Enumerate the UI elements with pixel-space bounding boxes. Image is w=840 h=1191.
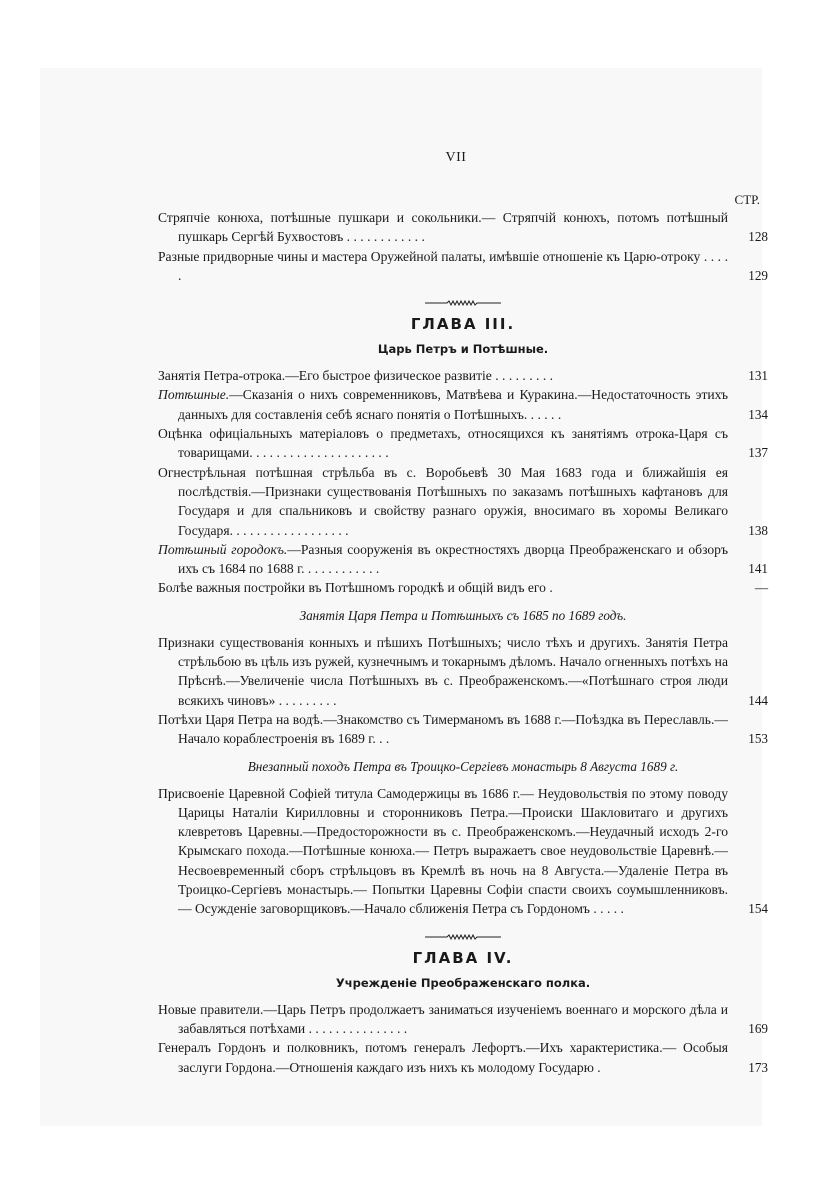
toc-entry — [158, 1000, 768, 1039]
toc-entry-text: Новые правители.—Царь Петръ продолжаетъ заниматься изученіемъ военнаго и морского дѣла и забавляться потѣхами . . . . . . . . . . . . . . . — [158, 1001, 728, 1036]
toc-entry-text: Огнестрѣльная потѣшная стрѣльба въ с. Воробьевѣ 30 Мая 1683 года и ближайшія ея послѣдствія.—Признаки существованія Потѣшныхъ по заказамъ потѣшныхъ кафтановъ для Государя и для спальниковъ и свойству разнаго оружія, вносимаго въ хоромы Великаго Государя. . . . . . . . . . . . . . . . . . — [158, 464, 728, 538]
toc-entry — [158, 247, 768, 286]
chapter-subtitle: Царь Петръ и Потѣшные. — [377, 342, 549, 357]
chapter-heading: ГЛАВА III. — [410, 315, 516, 334]
toc-entry-text: Разные придворные чины и мастера Оружейной палаты, имѣвшіе отношеніе къ Царю-отроку . . . . . — [158, 248, 728, 283]
toc-entry-page: 131 — [748, 368, 768, 384]
toc-entry-page: 137 — [748, 445, 768, 461]
toc-entry-page: 138 — [748, 522, 768, 538]
toc-entry-text: Потѣшные.—Сказанія о нихъ современниковъ, Матвѣева и Куракина.—Недостаточность этихъ данныхъ для составленія себѣ яснаго понятія о Потѣшныхъ. . . . . . — [158, 387, 728, 422]
toc-entry-page: 173 — [748, 1059, 768, 1075]
toc-entry-page: 128 — [748, 229, 768, 245]
toc-entry-page: 141 — [748, 561, 768, 577]
toc-entry-page: 134 — [748, 406, 768, 422]
section2-entries — [158, 784, 768, 919]
toc-entry-italic: Потѣшный городокъ. — [158, 541, 288, 557]
toc-entry — [158, 633, 768, 710]
toc-entry-page: — — [754, 580, 768, 596]
toc-entry-text: Генералъ Гордонъ и полковникъ, потомъ генералъ Лефортъ.—Ихъ характеристика.— Особыя заслуги Гордона.—Отношенія каждаго изъ нихъ къ молодому Государю . — [158, 1040, 728, 1075]
book-page — [40, 68, 768, 1126]
section-heading: Внезапный походъ Петра въ Троицко-Сергіевъ монастырь 8 Августа 1689 г. — [247, 758, 679, 774]
toc-entry-text: Потѣхи Царя Петра на водѣ.—Знакомство съ Тимерманомъ въ 1688 г.—Поѣздка въ Переславль.—Начало кораблестроенія въ 1689 г. . . — [158, 711, 728, 747]
chapter-subtitle: Учрежденіе Преображенскаго полка. — [335, 975, 591, 990]
chapter4-entries — [158, 1000, 768, 1077]
toc-entry-page: 153 — [748, 731, 768, 747]
toc-entry — [158, 366, 768, 385]
section1-entries — [158, 633, 768, 749]
toc-entry — [158, 1038, 768, 1077]
chapter-heading: ГЛАВА IV. — [412, 948, 514, 967]
chapter3-entries — [158, 366, 768, 598]
toc-entry-text: Признаки существованія конныхъ и пѣшихъ Потѣшныхъ; число тѣхъ и другихъ. Занятія Петра стрѣльбою въ цѣль изъ ружей, кузнечнымъ и токарнымъ дѣломъ. Начало огненныхъ потѣхъ на Прѣснѣ.—Увеличеніе числа Потѣшныхъ въ с. Преображенскомъ.—«Потѣшнаго строя люди всякихъ чиновъ» . . . . . . . . . — [158, 634, 728, 708]
ornament-divider — [158, 299, 768, 307]
toc-entry-page: 154 — [748, 901, 768, 917]
ornament-divider — [158, 933, 768, 941]
toc-entry — [158, 424, 768, 463]
section-heading: Занятія Царя Петра и Потѣшныхъ съ 1685 по 1689 годъ. — [299, 607, 627, 623]
page-number: VII — [445, 150, 467, 165]
page-column-header: СТР. — [734, 192, 760, 207]
toc-entry — [158, 208, 768, 247]
toc-entry-page: 169 — [748, 1020, 768, 1036]
toc-entry — [158, 710, 768, 749]
squiggle-ornament-icon — [423, 933, 503, 941]
table-of-contents — [158, 150, 768, 1077]
toc-entry-text: Стряпчіе конюха, потѣшные пушкари и сокольники.— Стряпчій конюхъ, потомъ потѣшный пушкарь Сергѣй Бухвостовъ . . . . . . . . . . . . — [158, 210, 728, 245]
toc-entry-page: 129 — [748, 267, 768, 283]
squiggle-ornament-icon — [423, 299, 503, 307]
toc-entry-text: Болѣе важныя постройки въ Потѣшномъ городкѣ и общій видъ его . — [158, 580, 553, 596]
toc-entry-text: Оцѣнка офиціальныхъ матеріаловъ о предметахъ, относящихся къ занятіямъ отрока-Царя съ товарищами. . . . . . . . . . . . . . . . . . . . . — [158, 426, 728, 461]
toc-entry — [158, 578, 768, 597]
toc-entry — [158, 784, 768, 919]
intro-entries — [158, 208, 768, 285]
toc-entry-page: 144 — [748, 692, 768, 708]
toc-entry-text: Занятія Петра-отрока.—Его быстрое физическое развитіе . . . . . . . . . — [158, 368, 554, 384]
toc-entry — [158, 385, 768, 424]
toc-entry — [158, 463, 768, 540]
toc-entry-italic: Потѣшные. — [158, 387, 230, 403]
toc-entry-text: Потѣшный городокъ.—Разныя сооруженія въ окрестностяхъ дворца Преображенскаго и обзоръ ихъ съ 1684 по 1688 г. . . . . . . . . . . . — [158, 541, 728, 577]
toc-entry — [158, 540, 768, 579]
toc-entry-text: Присвоеніе Царевной Софіей титула Самодержицы въ 1686 г.— Неудовольствія по этому поводу Царицы Наталіи Кирилловны и сторонниковъ Петра.—Происки Шакловитаго и другихъ клевретовъ Царевны.—Предосторожности въ с. Преображенскомъ.—Неудачный исходъ 2-го Крымскаго похода.—Потѣшные конюха.— Петръ выражаетъ свое неудовольствіе Царевнѣ.—Несвоевременный сборъ стрѣльцовъ въ Кремлѣ въ ночь на 8 Августа.—Удаленіе Петра въ Троицко-Сергіевъ монастырь.— Попытки Царевны Софіи спасти своихъ соумышленниковъ.— Осужденіе заговорщиковъ.—Начало сближенія Петра съ Гордономъ . . . . . — [158, 785, 728, 917]
